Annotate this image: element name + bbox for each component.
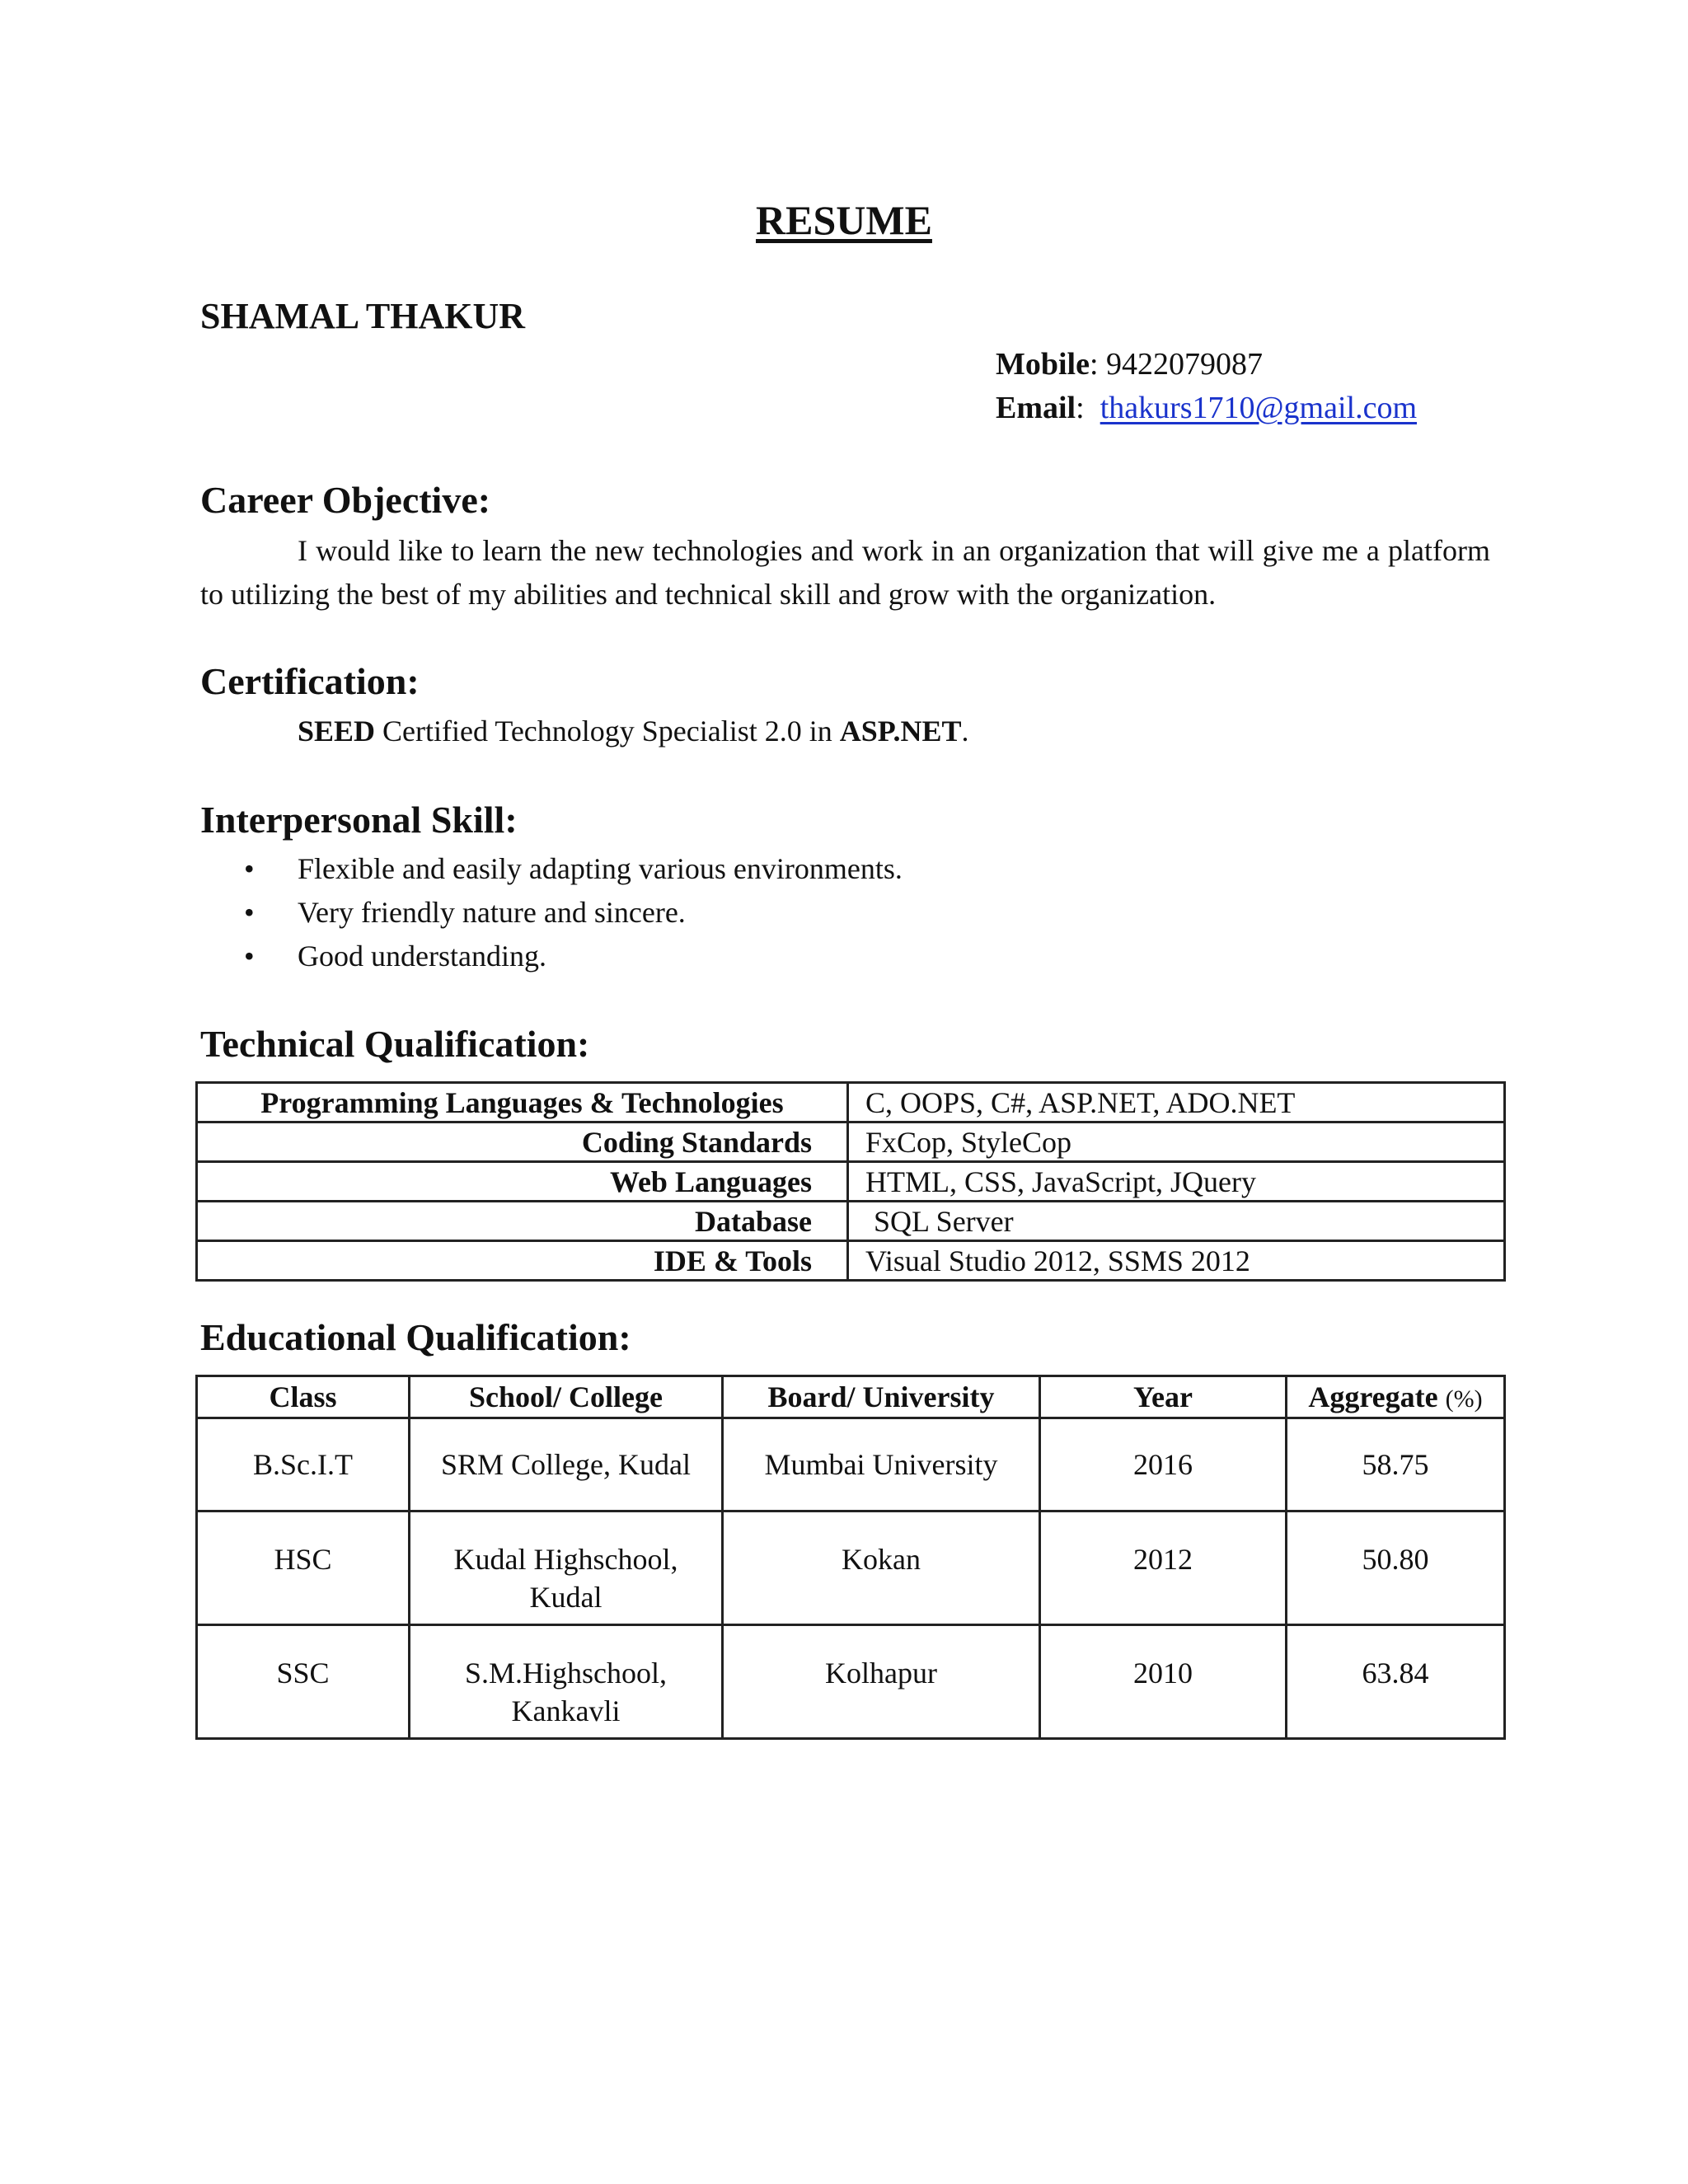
- table-row: [197, 1418, 1505, 1511]
- bullet-icon: •: [244, 940, 255, 972]
- table-row: [197, 1202, 1505, 1241]
- cell-board: Kokan: [723, 1511, 1040, 1625]
- interpersonal-heading: Interpersonal Skill:: [200, 799, 518, 841]
- tech-key: Web Languages: [197, 1162, 848, 1202]
- list-item: • Flexible and easily adapting various environments.: [244, 847, 903, 891]
- cell-board: Mumbai University: [723, 1418, 1040, 1511]
- cell-class: HSC: [197, 1511, 410, 1625]
- tech-value: FxCop, StyleCop: [848, 1122, 1505, 1162]
- interpersonal-list: [244, 847, 903, 978]
- educational-heading: Educational Qualification:: [200, 1316, 631, 1358]
- table-row: [197, 1122, 1505, 1162]
- cell-class: B.Sc.I.T: [197, 1418, 410, 1511]
- tech-value: SQL Server: [848, 1202, 1505, 1241]
- col-class: Class: [197, 1376, 410, 1418]
- cell-class: SSC: [197, 1625, 410, 1739]
- technical-heading: Technical Qualification:: [200, 1023, 590, 1065]
- table-row: [197, 1241, 1505, 1281]
- cert-seed: SEED: [298, 715, 376, 748]
- mobile-value: 9422079087: [1106, 347, 1264, 382]
- col-year: Year: [1040, 1376, 1287, 1418]
- document-title: RESUME: [756, 197, 932, 243]
- cell-school: SRM College, Kudal: [410, 1418, 723, 1511]
- certification-heading: Certification:: [200, 660, 420, 702]
- tech-value: C, OOPS, C#, ASP.NET, ADO.NET: [848, 1083, 1505, 1122]
- cell-board: Kolhapur: [723, 1625, 1040, 1739]
- tech-key: IDE & Tools: [197, 1241, 848, 1281]
- table-row: [197, 1625, 1505, 1739]
- educational-table: [195, 1375, 1506, 1740]
- career-objective-text: [200, 529, 1490, 616]
- table-header-row: [197, 1376, 1505, 1418]
- cert-end: .: [961, 715, 969, 748]
- col-board: Board/ University: [723, 1376, 1040, 1418]
- email-line: Email: thakurs1710@gmail.com: [996, 391, 1418, 425]
- list-item: • Very friendly nature and sincere.: [244, 891, 903, 935]
- tech-key: Coding Standards: [197, 1122, 848, 1162]
- col-school: School/ College: [410, 1376, 723, 1418]
- table-row: [197, 1511, 1505, 1625]
- cert-tech: ASP.NET: [839, 715, 962, 748]
- tech-value: HTML, CSS, JavaScript, JQuery: [848, 1162, 1505, 1202]
- email-label: Email: [996, 391, 1076, 425]
- career-objective-heading: Career Objective:: [200, 479, 491, 521]
- cell-year: 2016: [1040, 1418, 1287, 1511]
- cell-aggregate: 50.80: [1287, 1511, 1505, 1625]
- email-link[interactable]: thakurs1710@gmail.com: [1100, 391, 1418, 425]
- mobile-label: Mobile: [996, 347, 1090, 382]
- table-row: [197, 1162, 1505, 1202]
- cell-year: 2012: [1040, 1511, 1287, 1625]
- mobile-line: Mobile: 9422079087: [996, 347, 1264, 382]
- cell-school: S.M.Highschool, Kankavli: [410, 1625, 723, 1739]
- technical-table: [195, 1081, 1506, 1282]
- cell-school: Kudal Highschool, Kudal: [410, 1511, 723, 1625]
- bullet-icon: •: [244, 852, 255, 885]
- tech-key: Database: [197, 1202, 848, 1241]
- candidate-name: SHAMAL THAKUR: [200, 296, 526, 336]
- career-objective-body: I would like to learn the new technologies and work in an organization that will give me a platform to utilizing the best of my abilities and technical skill and grow with the organization.: [200, 534, 1490, 611]
- cert-middle: Certified Technology Specialist 2.0 in: [375, 715, 840, 748]
- cell-year: 2010: [1040, 1625, 1287, 1739]
- certification-text: [298, 714, 969, 748]
- cell-aggregate: 58.75: [1287, 1418, 1505, 1511]
- bullet-icon: •: [244, 896, 255, 929]
- tech-key: Programming Languages & Technologies: [197, 1083, 848, 1122]
- cell-aggregate: 63.84: [1287, 1625, 1505, 1739]
- table-row: [197, 1083, 1505, 1122]
- tech-value: Visual Studio 2012, SSMS 2012: [848, 1241, 1505, 1281]
- list-item: • Good understanding.: [244, 935, 903, 978]
- col-aggregate: Aggregate (%): [1287, 1376, 1505, 1418]
